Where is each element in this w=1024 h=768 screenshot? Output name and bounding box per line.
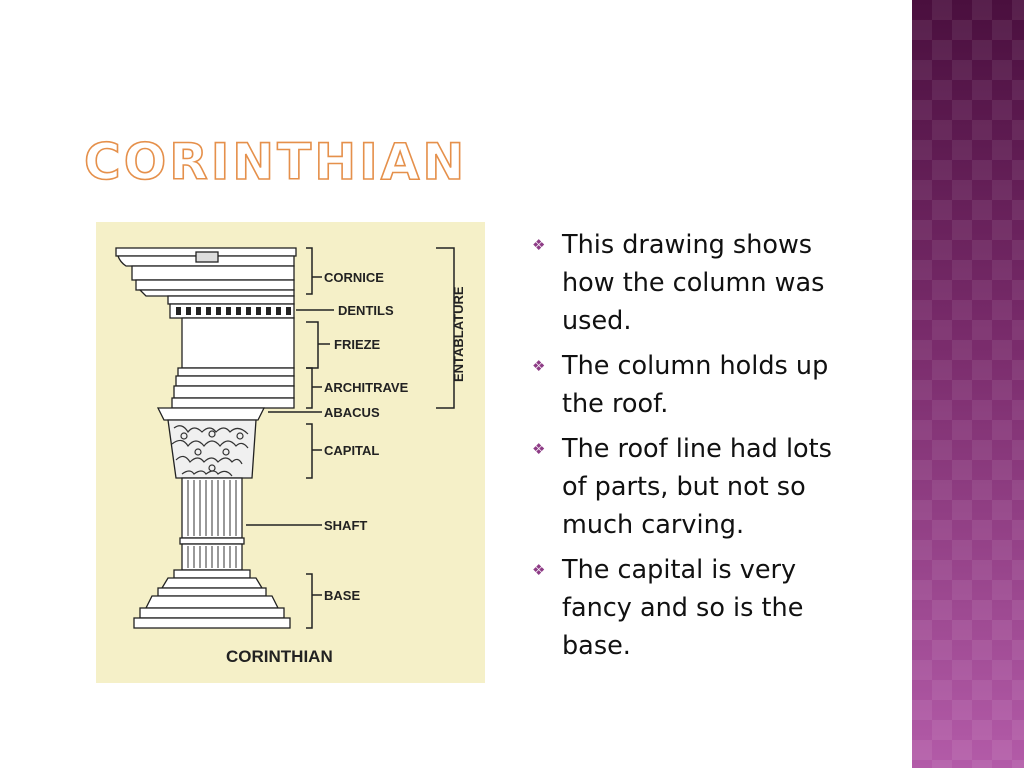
decorative-side-band — [912, 0, 1024, 768]
diamond-bullet-icon: ❖ — [532, 440, 546, 458]
bullet-list — [530, 226, 910, 672]
corinthian-column-diagram — [96, 222, 485, 683]
bullet-line: how the column was — [562, 268, 825, 298]
figure-caption: CORINTHIAN — [226, 647, 333, 666]
bullet-line: of parts, but not so — [562, 472, 806, 502]
bullet-line: much carving. — [562, 510, 745, 540]
bullet-line: the roof. — [562, 389, 669, 419]
label-architrave: ARCHITRAVE — [324, 380, 409, 395]
column-drawing — [96, 222, 485, 683]
label-capital: CAPITAL — [324, 443, 380, 458]
bullet-line: used. — [562, 306, 632, 336]
bullet-line: base. — [562, 631, 631, 661]
bullet-line: This drawing shows — [562, 230, 813, 260]
diamond-bullet-icon: ❖ — [532, 236, 546, 254]
label-cornice: CORNICE — [324, 270, 384, 285]
label-abacus: ABACUS — [324, 405, 380, 420]
diamond-bullet-icon: ❖ — [532, 357, 546, 375]
label-dentils: DENTILS — [338, 303, 394, 318]
bullet-line: The capital is very — [562, 555, 797, 585]
diamond-bullet-icon: ❖ — [532, 561, 546, 579]
bullet-line: The column holds up — [562, 351, 829, 381]
label-entablature: ENTABLATURE — [451, 286, 466, 382]
bullet-line: The roof line had lots — [562, 434, 832, 464]
bullet-item — [530, 226, 910, 340]
label-base: BASE — [324, 588, 361, 603]
label-frieze: FRIEZE — [334, 337, 381, 352]
bullet-item — [530, 551, 910, 665]
label-shaft: SHAFT — [324, 518, 368, 533]
bullet-line: fancy and so is the — [562, 593, 804, 623]
bullet-item — [530, 430, 910, 544]
slide-title: CORINTHIAN — [84, 133, 468, 191]
bullet-item — [530, 347, 910, 423]
